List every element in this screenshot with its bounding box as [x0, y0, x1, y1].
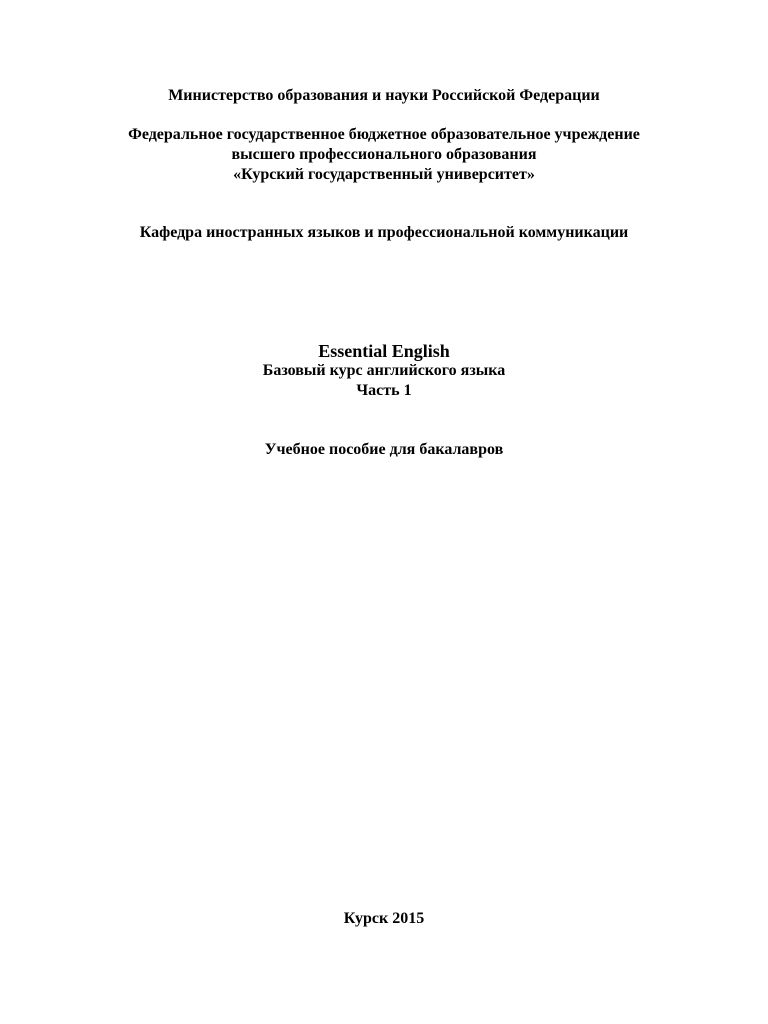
city-year: Курск 2015: [343, 910, 425, 927]
department-line: Кафедра иностранных языков и профессиональной коммуникации: [139, 224, 629, 241]
institution-line-1: Федеральное государственное бюджетное образовательное учреждение: [128, 126, 640, 143]
book-subtitle: Учебное пособие для бакалавров: [264, 441, 504, 458]
institution-line-3: «Курский государственный университет»: [233, 166, 535, 183]
book-part: Часть 1: [356, 382, 412, 399]
institution-line-2: высшего профессионального образования: [231, 146, 537, 163]
book-title-english: Essential English: [318, 341, 450, 361]
book-title-russian: Базовый курс английского языка: [262, 362, 506, 379]
ministry-line: Министерство образования и науки Российской Федерации: [168, 87, 600, 104]
